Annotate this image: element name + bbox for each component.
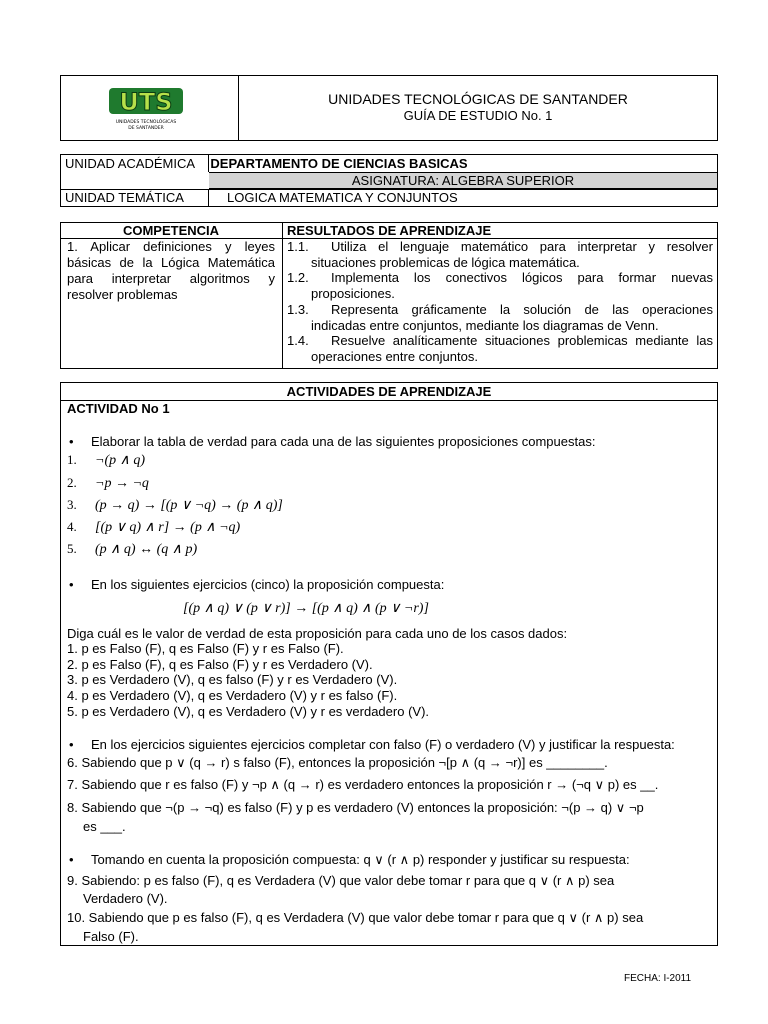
bullet-truth-table: • Elaborar la tabla de verdad para cada una de las siguientes proposiciones compuestas: xyxy=(91,434,595,449)
unit-label: UNIDAD ACADÉMICA xyxy=(65,156,196,171)
prop-3 xyxy=(67,497,283,514)
result-2 xyxy=(287,270,713,301)
exercise-10b: Falso (F). xyxy=(83,929,139,944)
subject-label: ASIGNATURA xyxy=(351,173,436,188)
bullet-compound: • En los siguientes ejercicios (cinco) la proposición compuesta: xyxy=(91,577,444,592)
institution-name: UNIDADES TECNOLÓGICAS DE SANTANDER xyxy=(328,91,628,107)
svg-text:UNIDADES TECNOLÓGICAS: UNIDADES TECNOLÓGICAS xyxy=(115,120,177,125)
bullet-compound-2: • Tomando en cuenta la proposición compuesta: q ∨ (r ∧ p) responder y justificar su respuesta: xyxy=(91,852,630,868)
prop-num: 4. xyxy=(67,519,77,534)
svg-text:DE SANTANDER: DE SANTANDER xyxy=(128,126,164,131)
logo xyxy=(61,76,239,140)
competence-item: 1. Aplicar definiciones y leyes básicas de la Lógica Matemática para interpretar algoritmos y resolver problemas xyxy=(67,239,275,302)
ask-text: Diga cuál es le valor de verdad de esta proposición para cada uno de los casos dados: xyxy=(67,626,568,641)
info-table xyxy=(60,154,718,207)
result-num: 1.2. xyxy=(287,270,309,286)
case-4: 4. p es Verdadero (V), q es Verdadero (V) y r es falso (F). xyxy=(67,688,398,703)
prop-1 xyxy=(67,452,145,469)
compound-formula: [(p ∧ q) ∨ (p ∨ r)] → [(p ∧ q) ∧ (p ∨ ¬r)] xyxy=(183,601,429,616)
exercise-8b: es ___. xyxy=(83,819,126,834)
prop-2 xyxy=(67,475,149,492)
divider-1 xyxy=(208,155,209,172)
result-text: Resuelve analíticamente situaciones problemicas mediante las operaciones entre conjuntos. xyxy=(311,333,713,364)
result-text: Implementa los conectivos lógicos para formar nuevas proposiciones. xyxy=(311,270,713,302)
prop-num: 3. xyxy=(67,497,77,512)
footer-date: FECHA: I-2011 xyxy=(624,973,692,984)
uts-logo-icon xyxy=(61,76,239,140)
activities-title: ACTIVIDADES DE APRENDIZAJE xyxy=(286,384,492,399)
bullet-true-false: • En los ejercicios siguientes ejercicios completar con falso (F) o verdadero (V) y justificar la respuesta: xyxy=(91,737,675,752)
result-3 xyxy=(287,302,713,333)
result-1 xyxy=(287,239,713,270)
competence-header: COMPETENCIA xyxy=(122,223,220,238)
case-1: 1. p es Falso (F), q es Falso (F) y r es Falso (F). xyxy=(67,641,344,656)
unit-value: DEPARTAMENTO DE CIENCIAS BASICAS xyxy=(210,156,468,171)
divider-3 xyxy=(208,189,209,206)
prop-5 xyxy=(67,541,197,558)
prop-num: 5. xyxy=(67,541,77,556)
result-text: Utiliza el lenguaje matemático para interpretar y resolver situaciones problemicas de lógica matemática. xyxy=(311,239,713,270)
prop-num: 1. xyxy=(67,452,77,467)
case-3: 3. p es Verdadero (V), q es falso (F) y r es Verdadero (V). xyxy=(67,672,398,687)
prop-formula: [(p ∨ q) ∧ r] → (p ∧ ¬q) xyxy=(95,520,241,535)
prop-formula: (p → q) → [(p ∨ ¬q) → (p ∧ q)] xyxy=(95,498,283,513)
header-box xyxy=(60,75,718,141)
prop-formula: ¬(p ∧ q) xyxy=(95,453,146,468)
exercise-10a: 10. Sabiendo que p es falso (F), q es Verdadera (V) que valor debe tomar r para que q ∨ (r ∧ p) sea xyxy=(67,910,644,925)
prop-num: 2. xyxy=(67,475,77,490)
column-divider xyxy=(282,223,283,368)
exercise-8a: 8. Sabiendo que ¬(p → ¬q) es falso (F) y p es verdadero (V) entonces la proposición: ¬(p → q) ∨ ¬p xyxy=(67,800,644,815)
subject-value: : ALGEBRA SUPERIOR xyxy=(435,173,575,188)
exercise-9a: 9. Sabiendo: p es falso (F), q es Verdadera (V) que valor debe tomar r para que q ∨ (r ∧ p) sea xyxy=(67,873,615,888)
case-5: 5. p es Verdadero (V), q es Verdadero (V) y r es verdadero (V). xyxy=(67,704,430,719)
prop-4 xyxy=(67,519,240,536)
subject-line xyxy=(209,173,717,188)
competence-table xyxy=(60,222,718,369)
exercise-9b: Verdadero (V). xyxy=(83,891,168,906)
svg-text:UTS: UTS xyxy=(119,88,173,116)
results-list xyxy=(287,239,713,365)
guide-title: GUÍA DE ESTUDIO No. 1 xyxy=(403,108,553,123)
theme-label: UNIDAD TEMÁTICA xyxy=(65,190,184,205)
prop-formula: ¬p → ¬q xyxy=(95,476,149,491)
theme-value: LOGICA MATEMATICA Y CONJUNTOS xyxy=(227,190,458,205)
case-2: 2. p es Falso (F), q es Falso (F) y r es Verdadero (V). xyxy=(67,657,373,672)
activities-box xyxy=(60,382,718,946)
result-num: 1.1. xyxy=(287,239,309,254)
exercise-6: 6. Sabiendo que p ∨ (q → r) s falso (F), entonces la proposición ¬[p ∧ (q → ¬r)] es ________. xyxy=(67,755,608,770)
result-4 xyxy=(287,333,713,364)
activity-label: ACTIVIDAD No 1 xyxy=(67,401,170,416)
result-num: 1.3. xyxy=(287,301,309,317)
prop-formula: (p ∧ q) ↔ (q ∧ p) xyxy=(95,542,198,557)
results-header: RESULTADOS DE APRENDIZAJE xyxy=(287,223,492,238)
result-text: Representa gráficamente la solución de las operaciones indicadas entre conjuntos, mediante los diagramas de Venn. xyxy=(311,301,713,333)
result-num: 1.4. xyxy=(287,333,309,349)
exercise-7: 7. Sabiendo que r es falso (F) y ¬p ∧ (q → r) es verdadero entonces la proposición r → (¬q ∨ p) es __. xyxy=(67,777,659,792)
